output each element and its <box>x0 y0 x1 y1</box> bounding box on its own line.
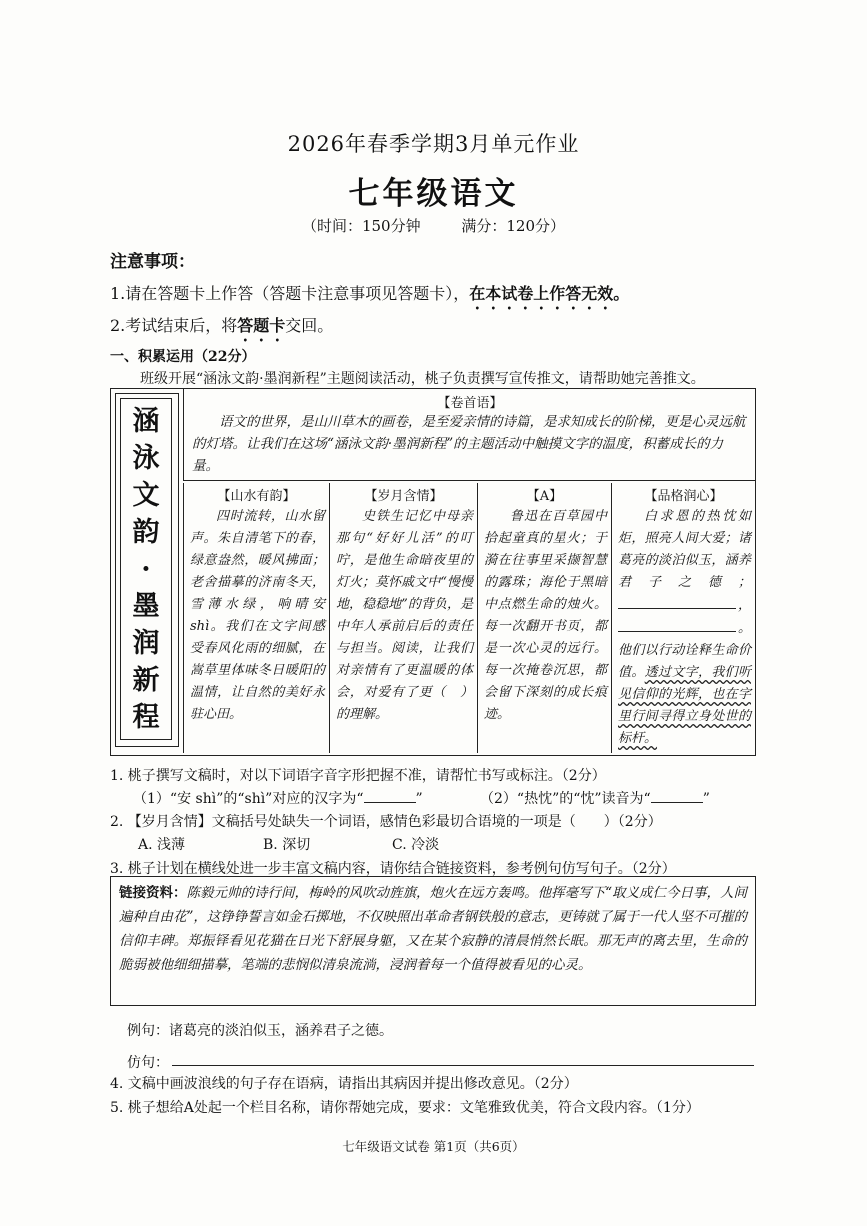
question-1-part-2 <box>480 788 710 808</box>
side-title-char: 韵 <box>132 516 160 548</box>
preface-text: 语文的世界，是山川草木的画卷，是至爱亲情的诗篇，是求知成长的阶梯，更是心灵远航的灯塔。让我们在这场“涵泳文韵·墨润新程”的主题活动中触摸文字的温度，积蓄成长的力量。 <box>192 414 746 474</box>
column-title: 【岁月含情】 <box>364 489 443 504</box>
side-title-char: 墨 <box>132 590 160 622</box>
note-item-2-emphasis: 答题卡 <box>237 316 286 335</box>
exam-info <box>0 215 867 236</box>
question-5: 5. 桃子想给A处起一个栏目名称，请你帮她完成，要求：文笔雅致优美，符合文段内容。（1分） <box>110 1100 700 1116</box>
side-title-char: 润 <box>132 627 160 659</box>
note-item-1 <box>110 281 629 313</box>
poster-side-banner <box>115 393 179 747</box>
question-1-part-1-text: （1）“安 shì”的“shì”对应的汉字为“ <box>133 791 364 807</box>
column-title: 【品格润心】 <box>644 489 723 504</box>
option-b[interactable]: B. 深切 <box>263 837 311 853</box>
column-text: 鲁迅在百草园中拾起童真的星火；于漪在往事里采撷智慧的露珠；海伦于黑暗中点燃生命的烛火。每一次翻开书页，都是一次心灵的远行。每一次掩卷沉思，都会留下深刻的成长痕迹。 <box>484 509 607 722</box>
answer-blank[interactable] <box>651 788 703 803</box>
page-footer: 七年级语文试卷 第1页（共6页） <box>342 1139 525 1154</box>
note-item-1-text: 1.请在答题卡上作答（答题卡注意事项见答题卡）， <box>110 284 470 303</box>
column-text-a: 白求恩的热忱如炬，照亮人间大爱；诸葛亮的淡泊似玉，涵养君子之德； <box>618 509 751 590</box>
answer-blank[interactable] <box>618 617 736 632</box>
question-2: 2. 【岁月含情】文稿括号处缺失一个词语，感情色彩最切合语境的一项是（ ）（2分） <box>110 814 662 830</box>
section-1-intro: 班级开展“涵泳文韵·墨润新程”主题阅读活动，桃子负责撰写宣传推文，请帮助她完善推文。 <box>140 371 705 387</box>
answer-blank[interactable] <box>618 594 736 609</box>
column-text: 史铁生记忆中母亲那句“好好儿活”的叮咛，是他生命暗夜里的灯火；莫怀戚文中“慢慢地，稳稳地”的背负，是中年人承前启后的责任与担当。阅读，让我们对亲情有了更温暖的体会，对爱有了更（ ）的理解。 <box>336 509 473 722</box>
side-title-char: 泳 <box>132 442 160 474</box>
column-character <box>611 483 755 753</box>
wavy-underlined-sentence: 透过文字，我们听见信仰的光辉，也在字里行间寻得立身处世的标杆。 <box>618 665 751 746</box>
column-a <box>477 483 611 753</box>
side-title-char: 程 <box>132 701 160 733</box>
question-1-part-1-close: ” <box>415 791 423 807</box>
answer-blank[interactable] <box>364 788 416 803</box>
preface-box <box>183 389 755 481</box>
exam-score: 满分：120分） <box>461 217 566 235</box>
promo-poster <box>110 388 756 756</box>
link-material-label: 链接资料： <box>119 885 187 901</box>
note-item-2-text-c: 交回。 <box>285 316 334 335</box>
side-title-char: · <box>141 553 151 585</box>
question-1-part-1 <box>133 788 423 808</box>
imitate-answer-line[interactable] <box>172 1065 754 1066</box>
side-title-char: 新 <box>132 664 160 696</box>
imitate-label: 仿句： <box>127 1055 169 1071</box>
question-1-part-2-close: ” <box>702 791 710 807</box>
column-text-b: 他们以行动诠释生命价值。 <box>618 643 751 680</box>
note-item-2 <box>110 313 333 345</box>
side-title-char: 文 <box>132 479 160 511</box>
column-family <box>329 483 477 753</box>
question-3: 3. 桃子计划在横线处进一步丰富文稿内容，请你结合链接资料，参考例句仿写句子。（2分） <box>110 861 676 877</box>
column-title: 【山水有韵】 <box>217 489 296 504</box>
example-sentence: 例句：诸葛亮的淡泊似玉，涵养君子之德。 <box>127 1023 393 1039</box>
poster-side-title <box>120 398 172 740</box>
preface-title: 【卷首语】 <box>437 396 503 411</box>
option-c[interactable]: C. 冷淡 <box>392 837 440 853</box>
column-title: 【A】 <box>526 489 563 504</box>
note-item-1-emphasis: 在本试卷上作答无效。 <box>469 284 630 303</box>
note-item-2-text-a: 2.考试结束后，将 <box>110 316 238 335</box>
option-a[interactable]: A. 浅薄 <box>138 837 186 853</box>
section-1-heading: 一、积累运用（22分） <box>110 349 256 365</box>
question-1-part-2-text: （2）“热忱”的“忱”读音为“ <box>480 791 651 807</box>
link-material-text: 陈毅元帅的诗行间，梅岭的风吹动旌旗，炮火在远方轰鸣。他挥毫写下“取义成仁今日事，人间遍种自由花”，这铮铮誓言如金石掷地，不仅映照出革命者钢铁般的意志，更铸就了属于一代人坚不可摧的信仰丰碑。郑振铎看见花猫在日光下舒展身躯，又在某个寂静的清晨悄然长眠。那无声的离去里，生命的脆弱被他细细描摹，笔端的悲悯似清泉流淌，浸润着每一个值得被看见的心灵。 <box>119 885 747 973</box>
link-material-box <box>110 876 756 1006</box>
side-title-char: 涵 <box>132 405 160 437</box>
column-text: 白求恩的热忱如炬，照亮人间大爱；诸葛亮的淡泊似玉，涵养君子之德；，。他们以行动诠释生命价值。透过文字，我们听见信仰的光辉，也在字里行间寻得立身处世的标杆。 <box>618 509 751 746</box>
subject-title: 七年级语文 <box>348 176 519 212</box>
link-material <box>119 881 747 977</box>
question-4: 4. 文稿中画波浪线的句子存在语病，请指出其病因并提出修改意见。（2分） <box>110 1076 578 1092</box>
column-landscape <box>183 483 329 753</box>
question-1: 1. 桃子撰写文稿时，对以下词语字音字形把握不准，请帮忙书写或标注。（2分） <box>110 768 606 784</box>
exam-title: 2026年春季学期3月单元作业 <box>287 132 580 156</box>
column-text: 四时流转，山水留声。朱自清笔下的春，绿意盎然，暖风拂面；老舍描摹的济南冬天，雪薄水绿，响晴安shì。我们在文字间感受春风化雨的细腻，在嵩草里体味冬日暖阳的温情，让自然的美好永驻心田。 <box>190 509 325 722</box>
exam-time: （时间：150分钟 <box>301 217 421 235</box>
notes-heading: 注意事项： <box>110 252 195 272</box>
